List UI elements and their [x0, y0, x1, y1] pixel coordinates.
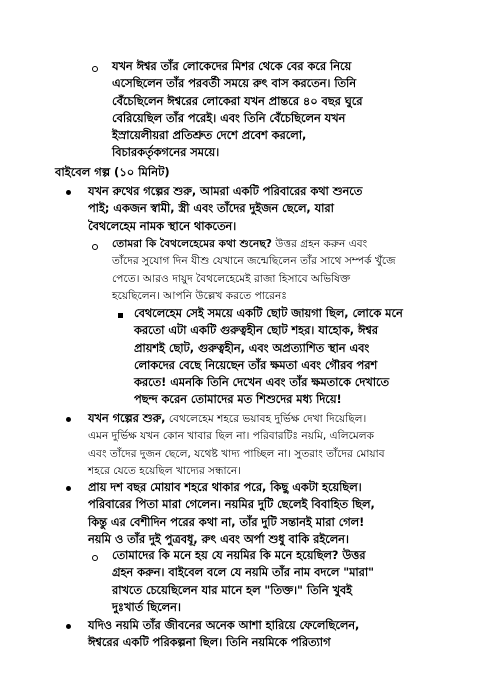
intro-paragraph — [112, 58, 363, 162]
text-line: যখন রুথের গল্পের শুরু, আমরা একটি পরিবারের কথা শুনতে — [88, 185, 363, 198]
question-text: তোমাদের কি মনে হয় যে নয়মির কি মনে হয়েছিল? — [112, 549, 339, 562]
text-line: বেরিয়েছিল তাঁর পরেই। এবং তিনি বেঁচেছিলেন যখন — [112, 111, 346, 125]
text-line: কিন্তু এর বেশীদিন পরের কথা না, তাঁর দুটি সন্তানই মারা গেল! — [88, 515, 365, 529]
text-line: এবং তাঁদের দুজন ছেলে, যথেষ্ট খাদ্য পাচ্ছিল না। সুতরাং তাঁদের মোয়াব — [88, 447, 385, 460]
text-line: পরিবারের পিতা মারা গেলেন। নয়মির দুটি ছেলেই বিবাহিত ছিল, — [88, 498, 375, 512]
bullet-icon — [66, 190, 71, 195]
answer-text: উত্তর — [338, 549, 366, 562]
sub-sub-paragraph — [134, 305, 403, 409]
text-line: ঈশ্বরের একটি পরিকল্পনা ছিল। তিনি নয়মিকে পরিত্যাগ — [88, 636, 331, 650]
sub-paragraph — [112, 547, 374, 616]
text-line: বিচারকর্তৃকগনের সময়ে। — [112, 146, 220, 160]
bullet-icon — [66, 624, 71, 629]
bullet-icon — [66, 417, 71, 422]
text-line: করতে! এমনকি তিনি দেখেন এবং তাঁর ক্ষমতাকে দেখাতে — [134, 376, 390, 390]
text-line: পাই; একজন স্বামী, স্ত্রী এবং তাঁদের দুইজন ছেলে, যারা — [88, 202, 334, 216]
text-line: রাখতে চেয়েছিলেন যার মানে হল "তিক্ত।" তিনি খুবই — [112, 583, 353, 597]
text-line: পছন্দ করেন তোমাদের মত শিশুদের মধ্য দিয়ে! — [134, 393, 342, 407]
bullet-paragraph — [88, 617, 359, 652]
text-line: শহরে যেতে হয়েছিল খাদ্যের সন্ধানে। — [88, 464, 241, 477]
text-line: বৈথলেহেম নামক স্থানে থাকতেন। — [88, 219, 237, 233]
text-line: যখন ঈশ্বর তাঁর লোকেদের মিশর থেকে বের করে নিয়ে — [112, 60, 352, 73]
text-line: তাঁদের সুযোগ দিন যীশু যেখানে জন্মেছিলেন তাঁর সাথে সম্পর্ক খুঁজে — [112, 255, 396, 268]
text-line: হয়েছিলেন। আপনি উল্লেখ করতে পারেনঃ — [112, 289, 287, 302]
section-heading: বাইবেল গল্প (১০ মিনিট) — [55, 165, 170, 179]
text-line: প্রায় দশ বছর মোয়াব শহরে থাকার পরে, কিছু একটা হয়েছিল। — [88, 481, 362, 494]
text-line: লোকদের বেছে নিয়েছেন তাঁর ক্ষমতা এবং গৌরব পরশ — [134, 358, 378, 372]
lead-text: যখন গল্পের শুরু, — [88, 412, 166, 425]
text-line: যদিও নয়মি তাঁর জীবনের অনেক আশা হারিয়ে ফেলেছিলেন, — [88, 619, 360, 632]
sub-paragraph — [112, 236, 396, 305]
square-bullet-icon — [118, 313, 123, 318]
answer-text: উত্তর গ্রহন করুন এবং — [271, 238, 368, 250]
text-line — [88, 410, 385, 428]
hollow-bullet-icon — [92, 244, 98, 250]
text-line: এসেছিলেন তাঁর পরবর্তী সময়ে রুৎ বাস করতেন। তিনি — [112, 77, 357, 91]
text-line: করতো এটা একটি গুরুত্বহীন ছোট শহর। যাহোক, ঈশ্বর — [134, 324, 378, 338]
body-text: বেথলেহেম শহরে ভয়াবহ দুর্ভিক্ষ দেখা দিয়েছিল। — [165, 413, 367, 425]
text-line: বেঁচেছিলেন ঈশ্বরের লোকেরা যখন প্রান্তরে ৪০ বছর ঘুরে — [112, 94, 363, 108]
bullet-paragraph — [88, 479, 375, 548]
bullet-paragraph — [88, 183, 362, 235]
text-line — [112, 547, 374, 564]
question-text: তোমরা কি বৈথলেহেমের কথা শুনেছ? — [112, 238, 272, 250]
bullet-paragraph — [88, 410, 385, 480]
text-line: গ্রহন করুন। বাইবেল বলে যে নয়মি তাঁর নাম বদলে "মারা" — [112, 566, 375, 580]
hollow-bullet-icon — [92, 555, 98, 561]
hollow-bullet-icon — [92, 66, 98, 72]
text-line: ইস্রায়েলীয়রা প্রতিশ্রুত দেশে প্রবেশ করলো, — [112, 129, 307, 143]
text-line: পেতে। আরও দায়ুদ বৈথলেহেমেই রাজা হিসাবে অভিষিক্ত — [112, 272, 351, 285]
text-line: দুঃখার্ত ছিলেন। — [112, 600, 181, 614]
text-line: এমন দুর্ভিক্ষ যখন কোন খাবার ছিল না। পরিবারটিঃ নয়মি, এলিমেলক — [88, 430, 375, 443]
text-line — [112, 236, 396, 253]
text-line: বেথলেহেম সেই সময়ে একটি ছোট জায়গা ছিল, লোকে মনে — [134, 307, 403, 320]
bullet-icon — [66, 486, 71, 491]
text-line: প্রায়শই ছোট, গুরুত্বহীন, এবং অপ্রত্যাশিত স্থান এবং — [134, 341, 370, 355]
text-line: নয়মি ও তাঁর দুই পুত্রবধূ, রুৎ এবং অর্পা শুধু বাকি রইলেন। — [88, 532, 349, 546]
